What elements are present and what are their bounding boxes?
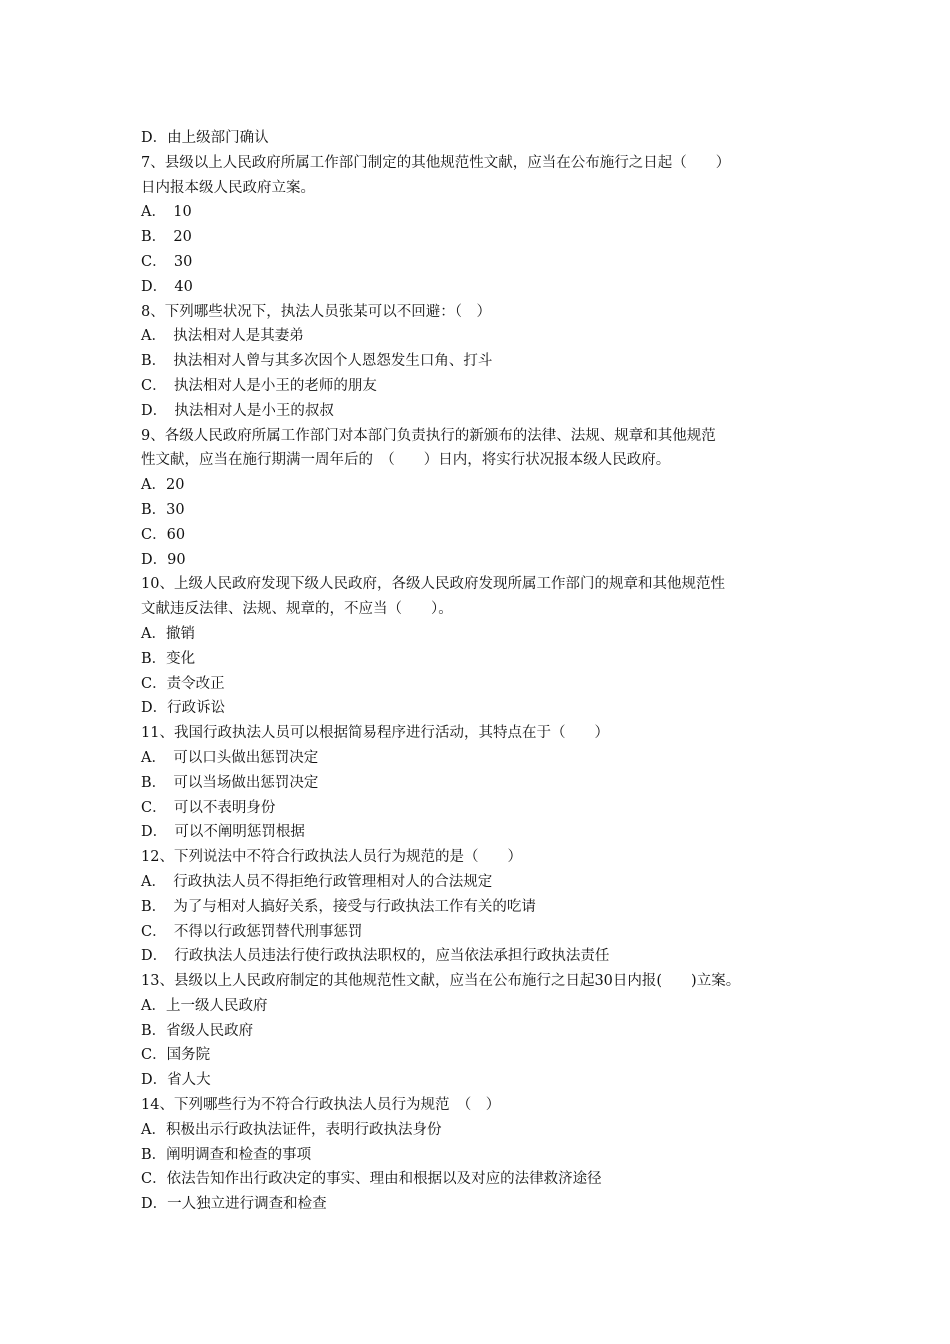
q7-option-a: A． 10 — [141, 204, 192, 221]
q7-option-c: C． 30 — [141, 253, 193, 270]
question-9-line-2: 性文献，应当在施行期满一周年后的 （ ）日内，将实行状况报本级人民政府。 — [141, 452, 671, 469]
question-14: 14、下列哪些行为不符合行政执法人员行为规范 （ ） — [141, 1097, 501, 1114]
q9-option-b: B．30 — [141, 501, 185, 518]
q13-option-a: A．上一级人民政府 — [141, 997, 268, 1014]
q12-option-c: C． 不得以行政惩罚替代刑事惩罚 — [141, 923, 363, 940]
q14-option-c: C．依法告知作出行政决定的事实、理由和根据以及对应的法律救济途径 — [141, 1171, 602, 1188]
q7-option-b: B． 20 — [141, 229, 192, 246]
q10-option-a: A．撤销 — [141, 625, 195, 642]
q8-option-c: C． 执法相对人是小王的老师的朋友 — [141, 377, 377, 394]
question-10-line-2: 文献违反法律、法规、规章的，不应当（ ）。 — [141, 601, 453, 618]
q11-option-a: A． 可以口头做出惩罚决定 — [141, 749, 319, 766]
q10-option-d: D．行政诉讼 — [141, 700, 226, 717]
q14-option-a: A．积极出示行政执法证件，表明行政执法身份 — [141, 1121, 442, 1138]
q13-option-c: C．国务院 — [141, 1047, 211, 1064]
question-8: 8、下列哪些状况下，执法人员张某可以不回避：（ ） — [141, 303, 491, 320]
q8-option-b: B． 执法相对人曾与其多次因个人恩怨发生口角、打斗 — [141, 353, 493, 370]
q14-option-d: D．一人独立进行调查和检查 — [141, 1196, 327, 1213]
q11-option-d: D． 可以不阐明惩罚根据 — [141, 824, 305, 841]
q13-option-d: D．省人大 — [141, 1072, 211, 1089]
q14-option-b: B．阐明调查和检查的事项 — [141, 1146, 312, 1163]
q9-option-a: A．20 — [141, 477, 185, 494]
option-d-line: D．由上级部门确认 — [141, 130, 269, 146]
q12-option-b: B． 为了与相对人搞好关系，接受与行政执法工作有关的吃请 — [141, 898, 536, 915]
q11-option-c: C． 可以不表明身份 — [141, 799, 276, 816]
q13-option-b: B．省级人民政府 — [141, 1022, 254, 1039]
question-7-line-1: 7、县级以上人民政府所属工作部门制定的其他规范性文献，应当在公布施行之日起（ ） — [141, 154, 731, 171]
question-12: 12、下列说法中不符合行政执法人员行为规范的是（ ） — [141, 849, 522, 866]
question-7-line-2: 日内报本级人民政府立案。 — [141, 179, 315, 196]
q7-option-d: D． 40 — [141, 278, 193, 295]
q9-option-c: C．60 — [141, 526, 186, 543]
q11-option-b: B． 可以当场做出惩罚决定 — [141, 774, 319, 791]
q10-option-b: B．变化 — [141, 650, 196, 667]
q8-option-d: D． 执法相对人是小王的叔叔 — [141, 402, 334, 419]
q8-option-a: A． 执法相对人是其妻弟 — [141, 328, 304, 345]
question-9-line-1: 9、各级人民政府所属工作部门对本部门负责执行的新颁布的法律、法规、规章和其他规范 — [141, 427, 716, 444]
question-13: 13、县级以上人民政府制定的其他规范性文献，应当在公布施行之日起30日内报( )立案。 — [141, 973, 741, 990]
q10-option-c: C．责令改正 — [141, 675, 225, 692]
q9-option-d: D．90 — [141, 551, 186, 568]
document-page — [141, 126, 831, 1217]
question-11: 11、我国行政执法人员可以根据简易程序进行活动，其特点在于（ ） — [141, 725, 609, 742]
question-10-line-1: 10、上级人民政府发现下级人民政府，各级人民政府发现所属工作部门的规章和其他规范性 — [141, 576, 725, 593]
q12-option-d: D． 行政执法人员违法行使行政执法职权的，应当依法承担行政执法责任 — [141, 948, 610, 965]
q12-option-a: A． 行政执法人员不得拒绝行政管理相对人的合法规定 — [141, 873, 493, 890]
